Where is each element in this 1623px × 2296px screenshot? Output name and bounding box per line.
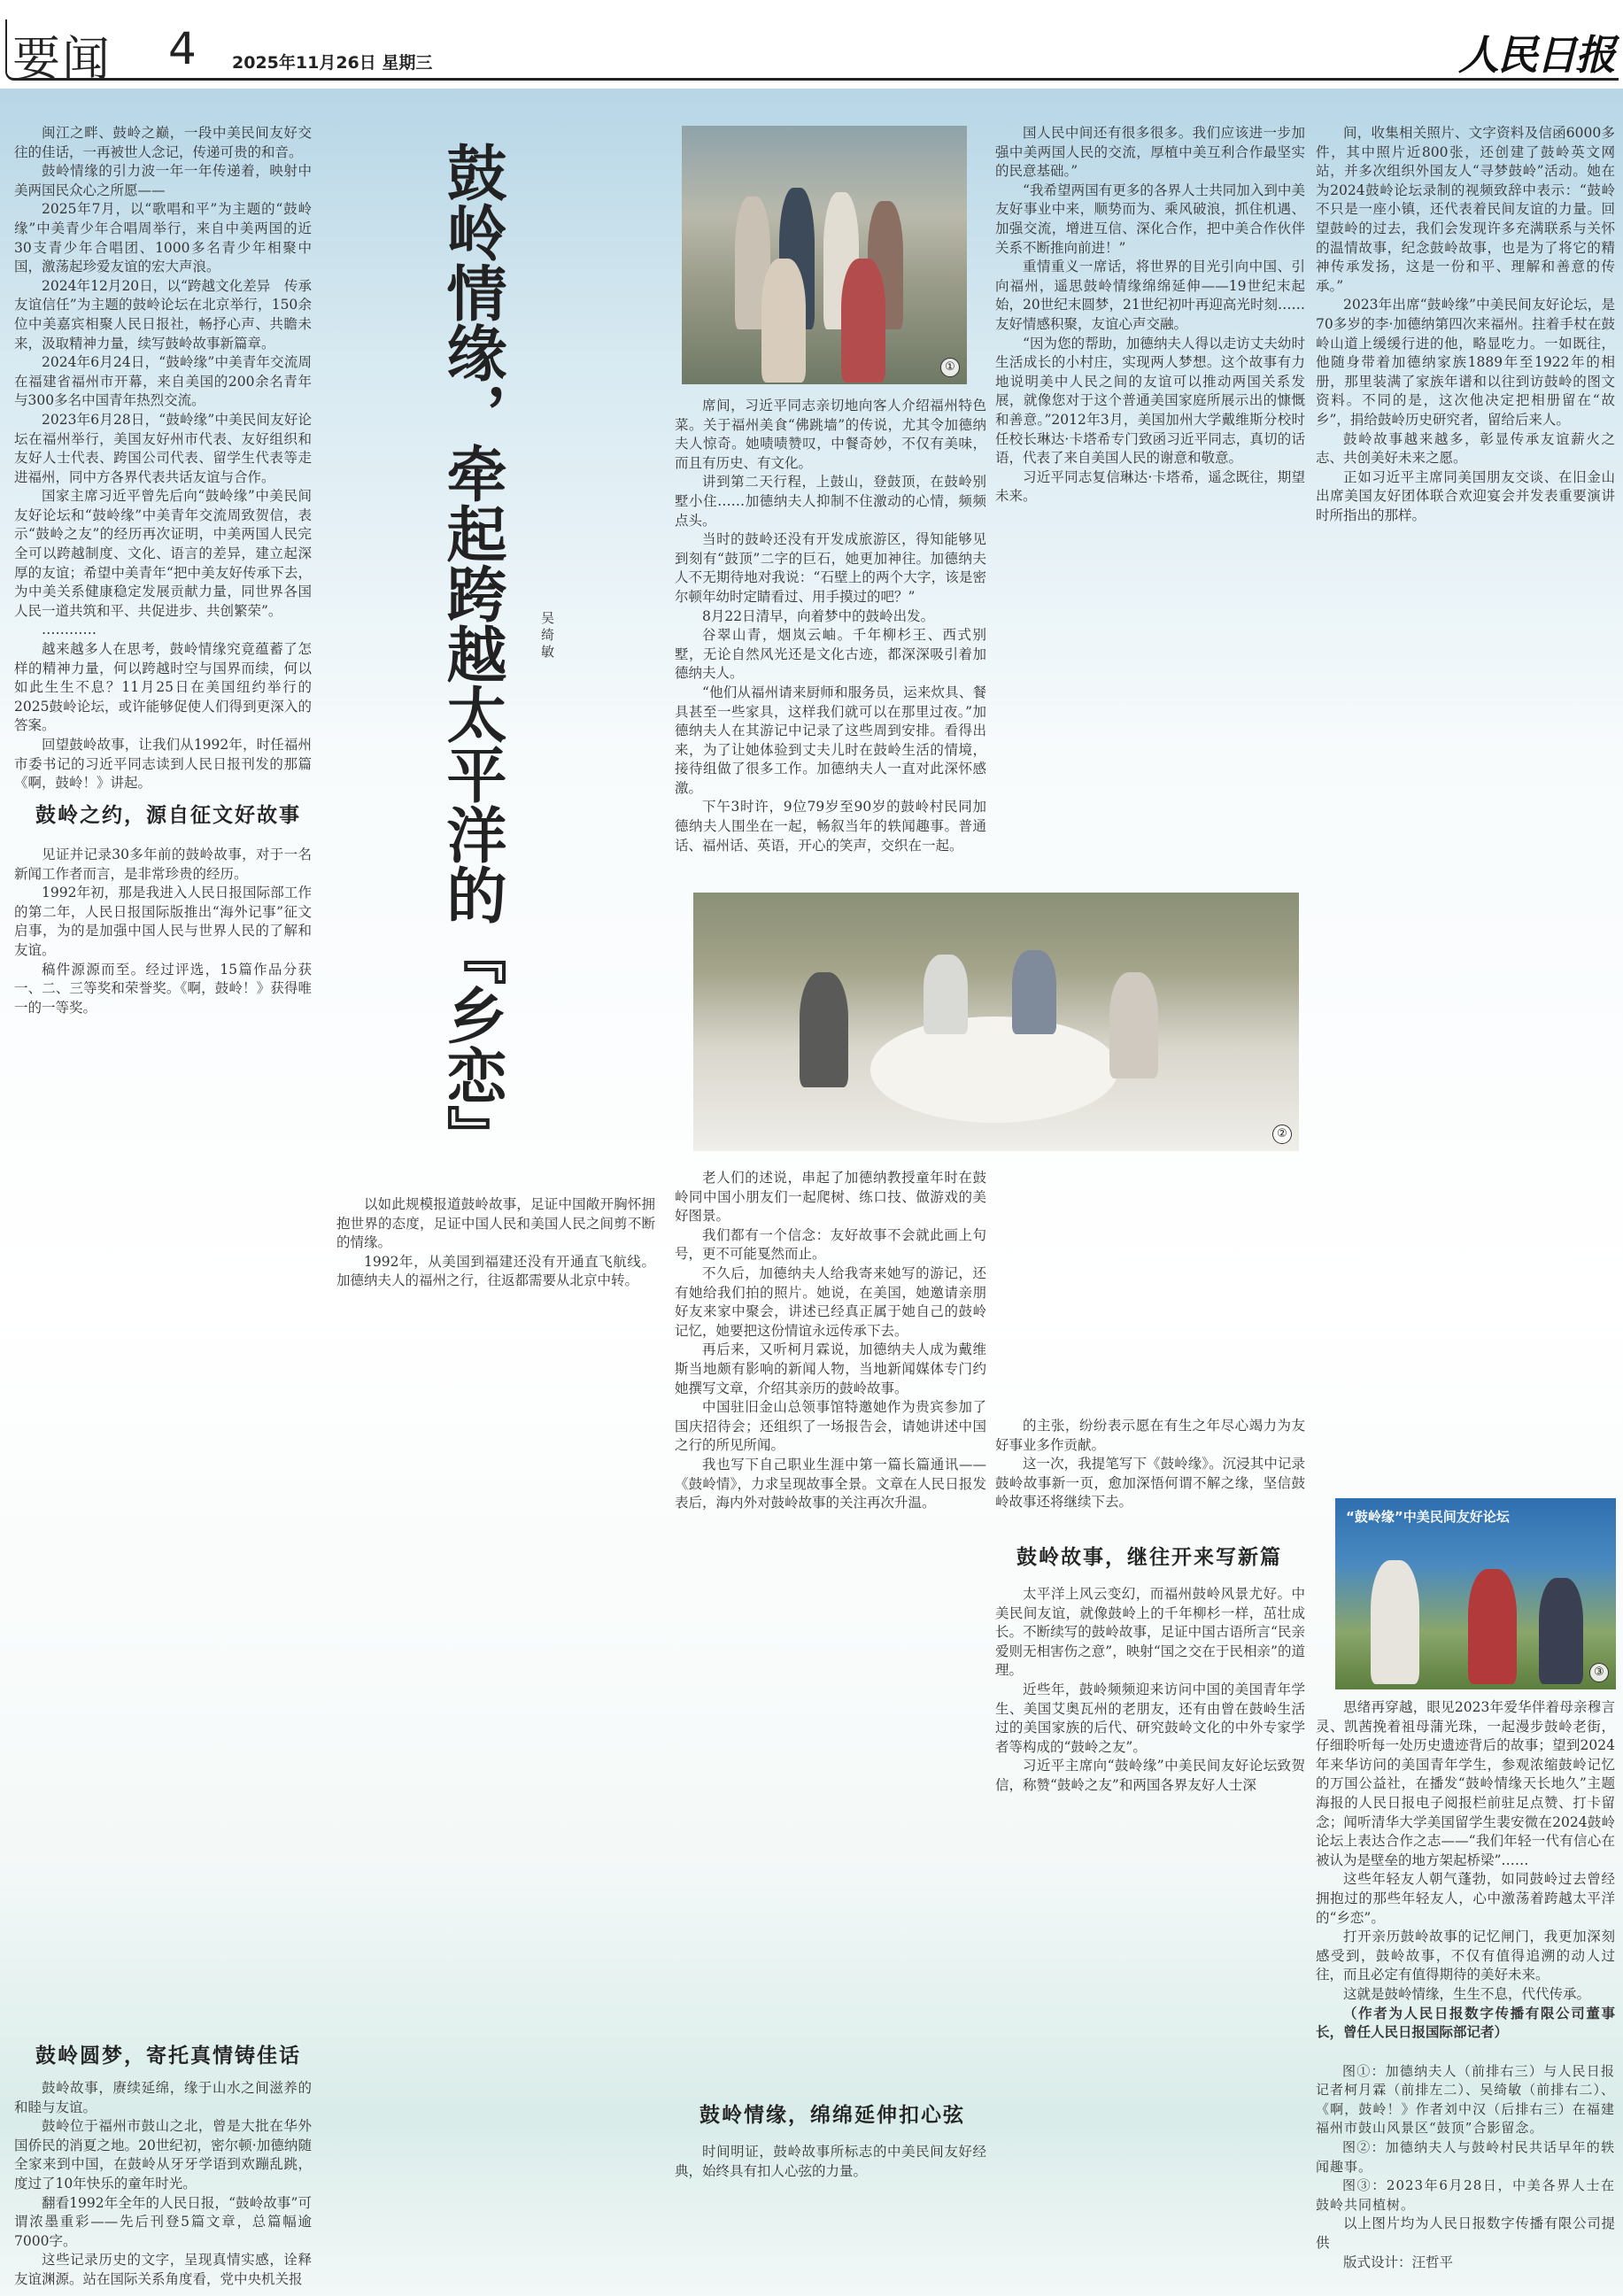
column-4-text-top (995, 124, 1305, 885)
paragraph: 讲到第二天行程，上鼓山，登鼓顶，在鼓岭别墅小住……加德纳夫人抑制不住激动的心情，频频点头。 (675, 474, 986, 529)
photo-caption-1: 图①：加德纳夫人（前排右三）与人民日报记者柯月霖（前排左二）、吴绮敏（前排右二）、《啊，鼓岭！》作者刘中汉（后排右三）在福建福州市鼓山风景区“鼓顶”合影留念。 (1316, 2062, 1615, 2137)
column-3-section-4 (675, 2143, 986, 2289)
paragraph: 当时的鼓岭还没有开发成旅游区，得知能够见到刻有“鼓顶”二字的巨石，她更加神往。加德纳夫人不无期待地对我说：“石壁上的两个大字，该是密尔顿年幼时定睛看过、用手摸过的吧？” (675, 531, 986, 605)
section-heading-4: 鼓岭情缘，绵绵延伸扣心弦 (699, 2104, 965, 2127)
paragraph: 近些年，鼓岭频频迎来访问中国的美国青年学生、美国艾奥瓦州的老朋友，还有由曾在鼓岭生活过的美国家族的后代、研究鼓岭文化的中外专家学者等构成的“鼓岭之友”。 (995, 1681, 1305, 1755)
paragraph: 间，收集相关照片、文字资料及信函6000多件，其中照片近800张，还创建了鼓岭英文网站，并多次组织外国友人“寻梦鼓岭”活动。她在为2024鼓岭论坛录制的视频致辞中表示：“鼓岭不只是一座小镇，还代表着民间友谊的力量。回望鼓岭的过去，我们会发现许多充满联系与关怀的温情故事，纪念鼓岭故事，也是为了将它的精神传承发扬，这是一份和平、理解和善意的传承。” (1316, 125, 1615, 294)
section-heading-2: 鼓岭圆梦，寄托真情铸佳话 (35, 2045, 301, 2068)
paragraph: 2024年6月24日，“鼓岭缘”中美青年交流周在福建省福州市开幕，来自美国的200余名青年与300多名中国青年热烈交流。 (14, 354, 312, 409)
paragraph: 回望鼓岭故事，让我们从1992年，时任福州市委书记的习近平同志读到人民日报刊发的那篇《啊，鼓岭！》讲起。 (14, 737, 312, 792)
paragraph: 鼓岭位于福州市鼓山之北，曾是大批在华外国侨民的消夏之地。20世纪初，密尔顿·加德纳随全家来到中国，在鼓岭从牙牙学语到欢蹦乱跳，度过了10年快乐的童年时光。 (14, 2118, 312, 2192)
paragraph: 我也写下自己职业生涯中第一篇长篇通讯——《鼓岭情》，力求呈现故事全景。文章在人民日报发表后，海内外对鼓岭故事的关注再次升温。 (675, 1456, 986, 1511)
paragraph: 闽江之畔、鼓岭之巅，一段中美民间友好交往的佳话，一再被世人念记，传递可贵的和音。 (14, 125, 312, 160)
column-4-section-3 (995, 1585, 1305, 2289)
column-4-text-mid (995, 1417, 1305, 1541)
paragraph: 这就是鼓岭情缘，生生不息，代代传承。 (1343, 1985, 1591, 2002)
section-heading-3: 鼓岭故事，继往开来写新篇 (1016, 1546, 1282, 1569)
paragraph: 时间明证，鼓岭故事所标志的中美民间友好经典，始终具有扣人心弦的力量。 (675, 2144, 986, 2179)
column-2-text (336, 1195, 655, 2289)
column-5-text-top (1316, 124, 1615, 1488)
photo-banner-text: “鼓岭缘”中美民间友好论坛 (1346, 1509, 1510, 1525)
section-name: 要闻 (12, 31, 112, 87)
paragraph: 再后来，又听柯月霖说，加德纳夫人成为戴维斯当地颇有影响的新闻人物，当地新闻媒体专门约她撰写文章，介绍其亲历的鼓岭故事。 (675, 1341, 986, 1396)
photo-2-banquet (693, 893, 1299, 1151)
paragraph: ………… (42, 622, 97, 638)
paragraph: 国人民中间还有很多很多。我们应该进一步加强中美两国人民的交流，厚植中美互利合作最坚实的民意基础。” (995, 125, 1305, 180)
page-header (0, 0, 1623, 89)
photo-marker: ① (940, 358, 960, 377)
paragraph: 以如此规模报道鼓岭故事，足证中国敞开胸怀拥抱世界的态度，足证中国人民和美国人民之间剪不断的情缘。 (336, 1196, 655, 1251)
paragraph: 习近平主席向“鼓岭缘”中美民间友好论坛致贺信，称赞“鼓岭之友”和两国各界友好人士深 (995, 1758, 1305, 1793)
paragraph: 这些年轻友人朝气蓬勃，如同鼓岭过去曾经拥抱过的那些年轻友人，心中激荡着跨越太平洋的“乡恋”。 (1316, 1871, 1615, 1926)
paragraph: 2023年出席“鼓岭缘”中美民间友好论坛，是70多岁的李·加德纳第四次来福州。拄着手杖在鼓岭山道上缓缓行进的他，略显吃力。一如既往，他随身带着加德纳家族1889年至1922年的相册，那里装满了家族年谱和以往到访鼓岭的图文资料。不同的是，这次他决定把相册留在“故乡”，捐给鼓岭历史研究者，留给后来人。 (1316, 297, 1615, 428)
paragraph: 1992年初，那是我进入人民日报国际部工作的第二年，人民日报国际版推出“海外记事”征文启事，为的是加强中国人民与世界人民的了解和友谊。 (14, 885, 312, 958)
paragraph: 越来越多人在思考，鼓岭情缘究竟蕴蓄了怎样的精神力量，何以跨越时空与国界而续，何以如此生生不息？11月25日在美国纽约举行的2025鼓岭论坛，或许能够促使人们得到更深入的答案。 (14, 641, 312, 734)
paragraph: 不久后，加德纳夫人给我寄来她写的游记，还有她给我们拍的照片。她说，在美国，她邀请亲朋好友来家中聚会，讲述已经真正属于她自己的鼓岭记忆，她要把这份情谊永远传承下去。 (675, 1264, 986, 1339)
paragraph: 谷翠山青，烟岚云岫。千年柳杉王、西式别墅，无论自然风光还是文化古迹，都深深吸引着加德纳夫人。 (675, 627, 986, 682)
paragraph: 翻看1992年全年的人民日报，“鼓岭故事”可谓浓墨重彩——先后刊登5篇文章，总篇幅逾7000字。 (14, 2194, 312, 2249)
newspaper-logo: 人民日报 (1458, 31, 1614, 79)
paragraph: 思绪再穿越，眼见2023年爱华伴着母亲穆言灵、凯茜挽着祖母蒲光珠，一起漫步鼓岭老街，仔细聆听每一处历史遗迹背后的故事；望到2024年来华访问的美国青年学生，参观浓缩鼓岭记忆的万国公益社，在播发“鼓岭情缘天长地久”主题海报的人民日报电子阅报栏前驻足点赞、打卡留念；闻听清华大学美国留学生裴安微在2024鼓岭论坛上表达合作之志——“我们年轻一代有信心在被认为是壁垒的地方架起桥梁”…… (1316, 1699, 1615, 1868)
page-number: 4 (168, 23, 197, 74)
column-1-section-1 (14, 846, 312, 2023)
paragraph: 太平洋上风云变幻，而福州鼓岭风景尤好。中美民间友谊，就像鼓岭上的千年柳杉一样，茁壮成长。不断续写的鼓岭故事，足证中国古语所言“民亲爱则无相害伤之意”，映射“国之交在于民相亲”的道理。 (995, 1586, 1305, 1679)
paragraph: 这一次，我提笔写下《鼓岭缘》。沉浸其中记录鼓岭故事新一页，愈加深悟何谓不解之缘，坚信鼓岭故事还将继续下去。 (995, 1456, 1305, 1511)
paragraph: 这些记录历史的文字，呈现真情实感，诠释友谊渊源。站在国际关系角度看，党中央机关报 (14, 2252, 312, 2287)
paragraph: 国家主席习近平曾先后向“鼓岭缘”中美民间友好论坛和“鼓岭缘”中美青年交流周致贺信，表示“鼓岭之友”的经历再次证明，中美两国人民完全可以跨越制度、文化、语言的差异，建立起深厚的友谊；希望中美青年“把中美友好传承下去，为中美关系健康稳定发展贡献力量，同世界各国人民一道共筑和平、共促进步、共创繁荣”。 (14, 488, 312, 619)
author-note: （作者为人民日报数字传播有限公司董事长，曾任人民日报国际部记者） (1316, 2005, 1615, 2041)
photo-1-group-portrait (682, 126, 967, 384)
paragraph: 打开亲历鼓岭故事的记忆闸门，我更加深刻感受到，鼓岭故事，不仅有值得追溯的动人过往，而且必定有值得期待的美好未来。 (1316, 1929, 1615, 1983)
paragraph: 席间，习近平同志亲切地向客人介绍福州特色菜。关于福州美食“佛跳墙”的传说，尤其令加德纳夫人惊奇。她啧啧赞叹，中餐奇妙，不仅有美味，而且有历史、有文化。 (675, 398, 986, 471)
paragraph: “我希望两国有更多的各界人士共同加入到中美友好事业中来，顺势而为、乘风破浪，抓住机遇、加强交流，增进互信、深化合作，把中美合作伙伴关系不断推向前进！” (995, 182, 1305, 256)
closing-paragraphs (1316, 1698, 1615, 2005)
paragraph: 2024年12月20日，以“跨越文化差异 传承友谊信任”为主题的鼓岭论坛在北京举行，150余位中美嘉宾相聚人民日报社，畅抒心声、共瞻未来，汲取精神力量，续写鼓岭故事新篇章。 (14, 277, 312, 352)
paragraph: 的主张，纷纷表示愿在有生之年尽心竭力为友好事业多作贡献。 (995, 1418, 1305, 1453)
paragraph: 习近平同志复信琳达·卡塔希，遥念既往，期望未来。 (995, 468, 1305, 505)
article-author: 吴绮敏 (539, 611, 555, 661)
paragraph: 正如习近平主席同美国朋友交谈、在旧金山出席美国友好团体联合欢迎宴会并发表重要演讲时所指出的那样。 (1316, 468, 1615, 523)
paragraph: 鼓岭故事越来越多，彰显传承友谊薪火之志、共创美好未来之愿。 (1316, 430, 1615, 467)
paragraph: 2025年7月，以“歌唱和平”为主题的“鼓岭缘”中美青少年合唱周举行，来自中美两国的近30支青少年合唱团、1000多名青少年相聚中国，激荡起珍爱友谊的宏大声浪。 (14, 201, 312, 275)
paragraph: 重情重义一席话，将世界的目光引向中国、引向福州，遥思鼓岭情缘绵绵延伸——19世纪末起始，20世纪末圆梦，21世纪初叶再迎高光时刻……友好情感积聚，友谊心声交融。 (995, 259, 1305, 332)
photo-marker: ② (1272, 1125, 1292, 1144)
column-3-text-bottom (675, 1169, 986, 2099)
column-5-text-bottom (1316, 1698, 1615, 2292)
column-1-intro (14, 124, 312, 792)
paragraph: 2023年6月28日，“鼓岭缘”中美民间友好论坛在福州举行，美国友好州市代表、友好组织和友好人士代表、跨国公司代表、留学生代表等走进福州，同中方各界代表共话友谊与合作。 (14, 411, 312, 485)
photo-marker: ③ (1589, 1663, 1609, 1682)
paragraph: 我们都有一个信念：友好故事不会就此画上句号，更不可能戛然而止。 (675, 1226, 986, 1263)
paragraph: 见证并记录30多年前的鼓岭故事，对于一名新闻工作者而言，是非常珍贵的经历。 (14, 847, 312, 882)
photo-caption-3: 图③：2023年6月28日，中美各界人士在鼓岭共同植树。 (1316, 2177, 1615, 2213)
paragraph: “因为您的帮助，加德纳夫人得以走访丈夫幼时生活成长的小村庄，实现两人梦想。这个故事有力地说明美中人民之间的友谊可以推动两国关系发展，就像您对于这个普通美国家庭所展示出的慷慨和善意。”2012年3月，美国加州大学戴维斯分校时任校长琳达·卡塔希专门致函习近平同志，真切的话语，代表了来自美国人民的谢意和敬意。 (995, 335, 1305, 467)
paragraph: 下午3时许，9位79岁至90岁的鼓岭村民同加德纳夫人围坐在一起，畅叙当年的轶闻趣事。普通话、福州话、英语，开心的笑声，交织在一起。 (675, 799, 986, 854)
photo-3-tree-planting (1335, 1498, 1616, 1689)
paragraph: 鼓岭故事，赓续延绵，缘于山水之间滋养的和睦与友谊。 (14, 2080, 312, 2115)
paragraph: 鼓岭情缘的引力波一年一年传递着，映射中美两国民众心之所愿—— (14, 163, 312, 198)
section-heading-1: 鼓岭之约，源自征文好故事 (35, 804, 301, 827)
article-title: 鼓岭情缘，牵起跨越太平洋的『乡恋』 (437, 142, 506, 1165)
layout-designer: 版式设计：汪哲平 (1343, 2253, 1454, 2270)
photo-credit: 以上图片均为人民日报数字传播有限公司提供 (1316, 2215, 1615, 2252)
column-3-text-top (675, 397, 986, 884)
photo-caption-2: 图②：加德纳夫人与鼓岭村民共话早年的轶闻趣事。 (1316, 2139, 1615, 2175)
paragraph: 稿件源源而至。经过评选，15篇作品分获一、二、三等奖和荣誉奖。《啊，鼓岭！》获得唯一的一等奖。 (14, 961, 312, 1016)
paragraph: “他们从福州请来厨师和服务员，运来炊具、餐具甚至一些家具，这样我们就可以在那里过夜。”加德纳夫人在其游记中记录了这些周到安排。看得出来，为了让她体验到丈夫儿时在鼓岭生活的情境，接待组做了很多工作。加德纳夫人一直对此深怀感激。 (675, 684, 986, 796)
paragraph: 1992年，从美国到福建还没有开通直飞航线。加德纳夫人的福州之行，往返都需要从北京中转。 (336, 1253, 655, 1289)
issue-date: 2025年11月26日 星期三 (232, 53, 433, 73)
paragraph: 老人们的述说，串起了加德纳教授童年时在鼓岭同中国小朋友们一起爬树、练口技、做游戏的美好图景。 (675, 1170, 986, 1225)
paragraph: 8月22日清早，向着梦中的鼓岭出发。 (702, 607, 935, 624)
paragraph: 中国驻旧金山总领事馆特邀她作为贵宾参加了国庆招待会；还组织了一场报告会，请她讲述中国之行的所见所闻。 (675, 1399, 986, 1454)
column-1-section-2 (14, 2079, 312, 2292)
